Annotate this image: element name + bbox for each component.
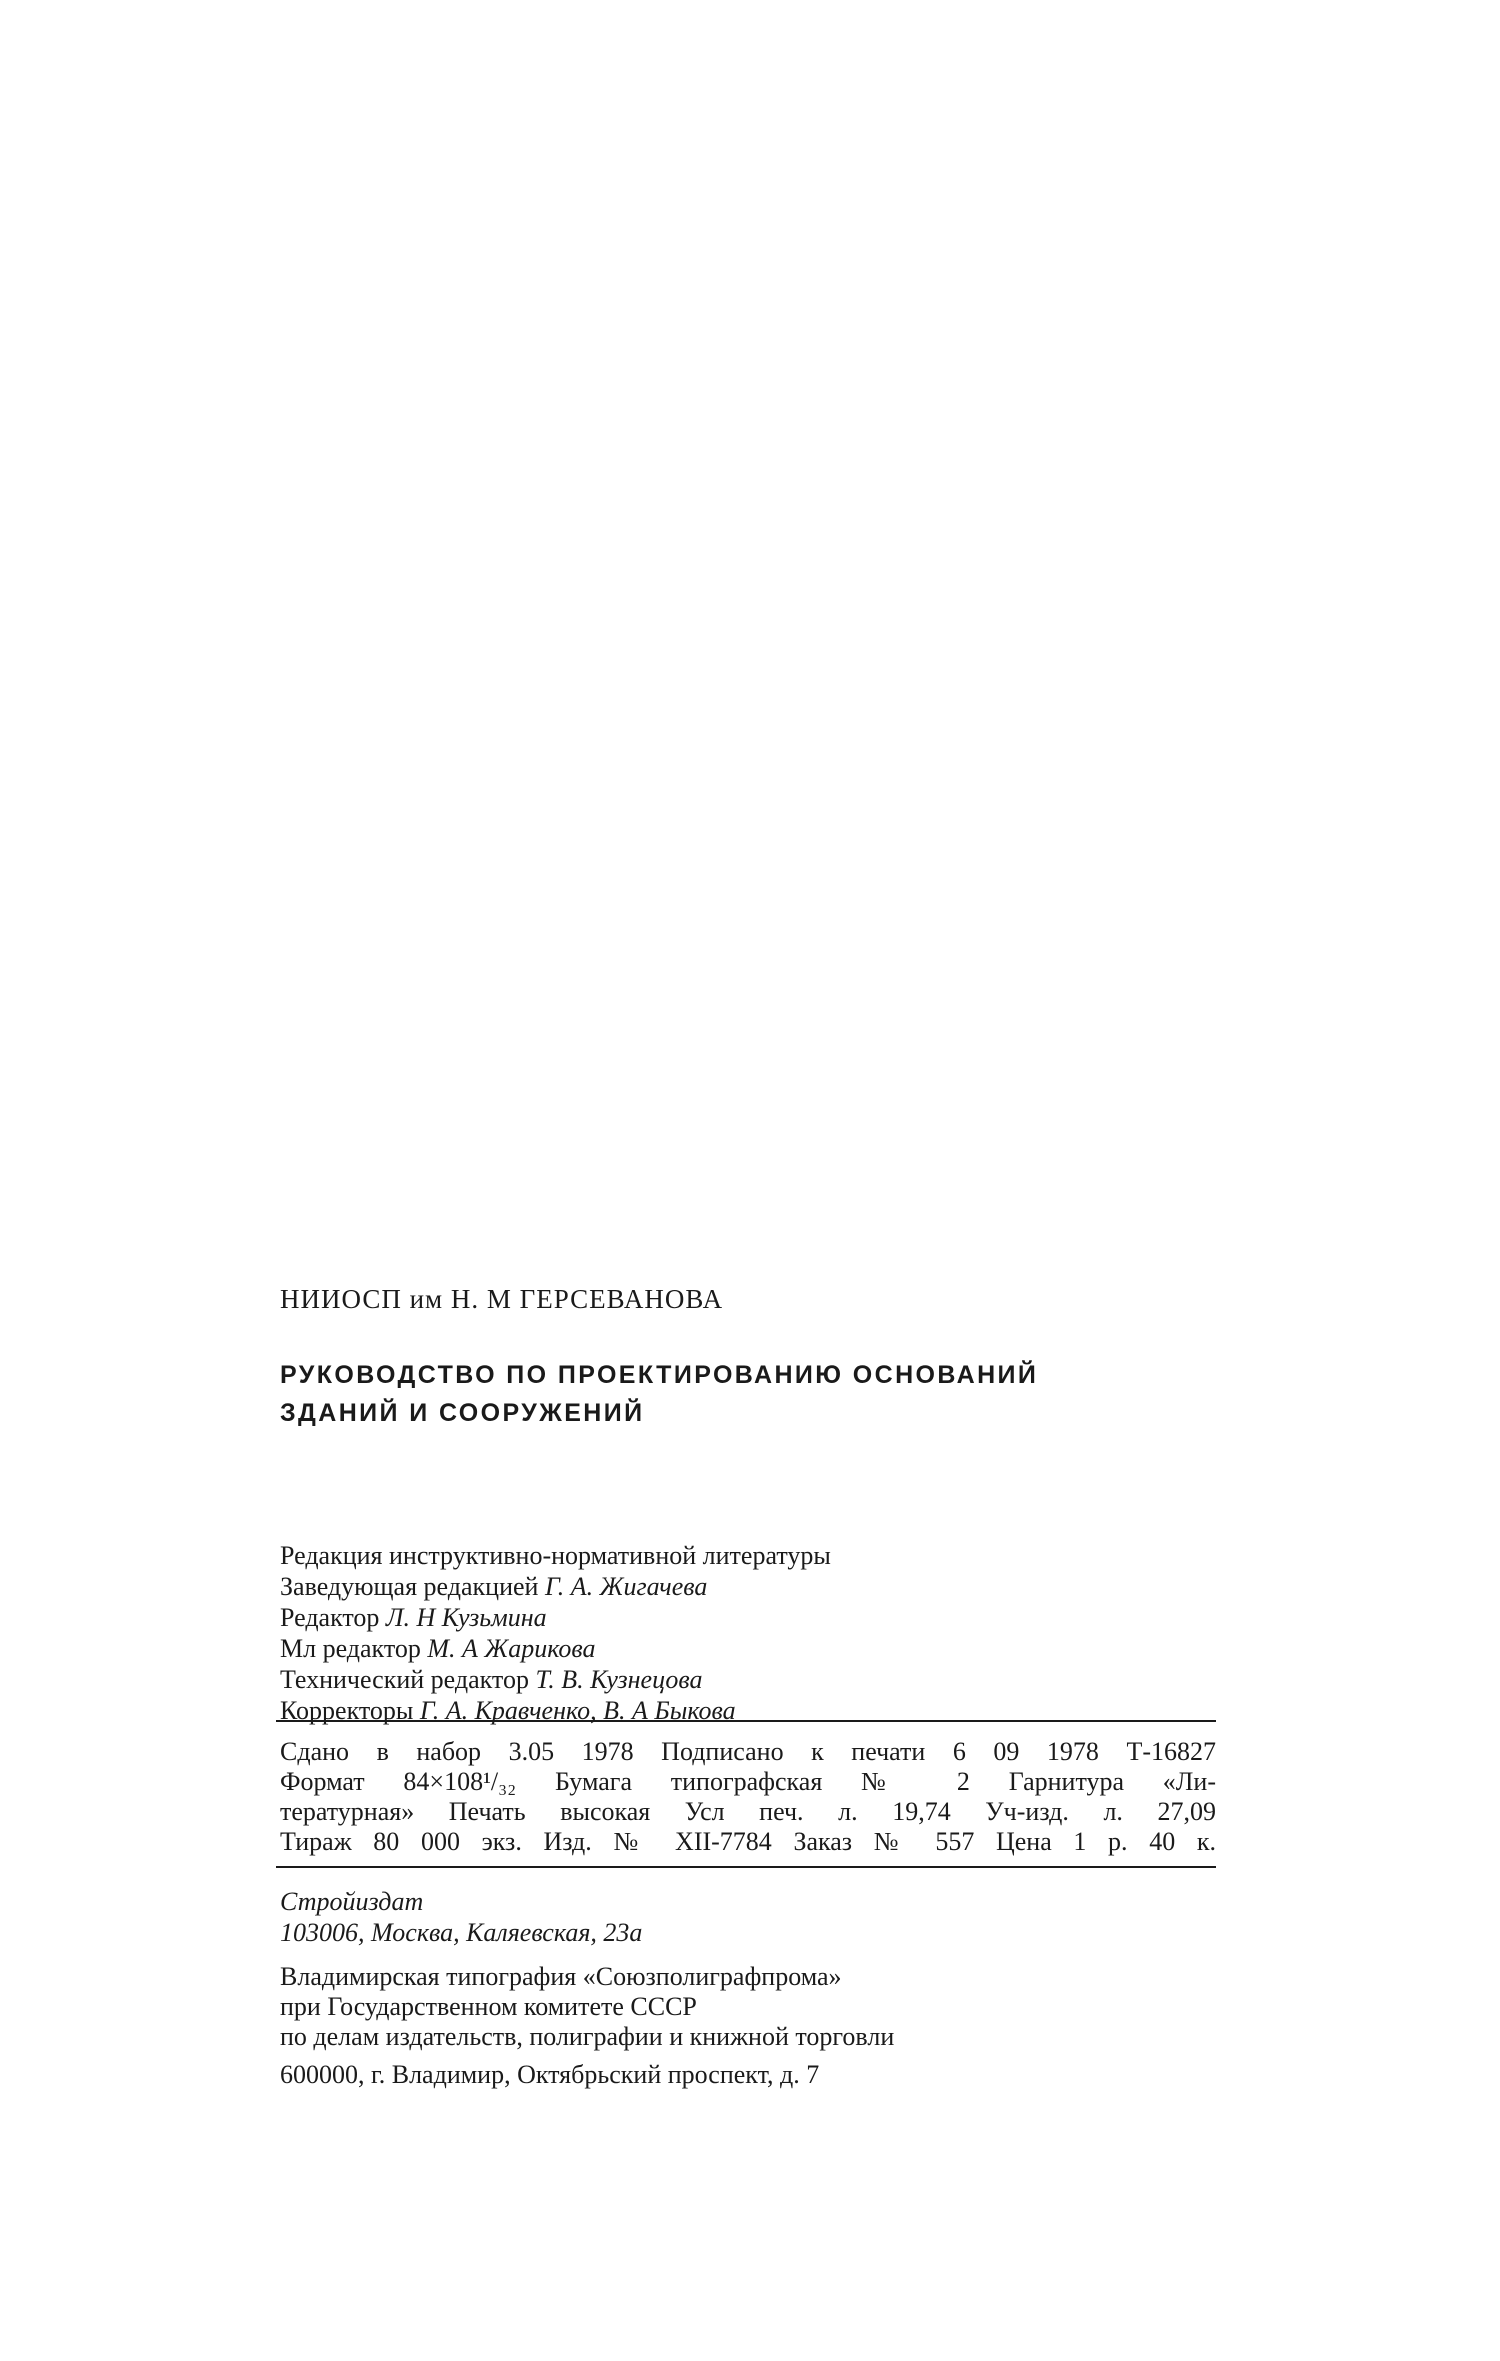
imprint-line: Тираж 80 000 экз. Изд. № XII-7784 Заказ № 557 Цена 1 р. 40 к.: [280, 1827, 1216, 1856]
publisher-block: [280, 1886, 642, 1948]
credit-line: [280, 1602, 831, 1633]
book-title-line-2: ЗДАНИЙ И СООРУЖЕНИЙ: [280, 1399, 645, 1427]
printer-block: [280, 1962, 894, 2090]
credit-line: [280, 1540, 831, 1571]
printer-line: при Государственном комитете СССР: [280, 1992, 697, 2021]
credit-line: [280, 1633, 831, 1664]
book-title-line-1: РУКОВОДСТВО ПО ПРОЕКТИРОВАНИЮ ОСНОВАНИЙ: [280, 1361, 1039, 1389]
credit-label: Редактор: [280, 1603, 386, 1632]
publisher-name: Стройиздат: [280, 1887, 424, 1916]
credit-label: Редакция инструктивно-нормативной литературы: [280, 1541, 831, 1570]
publisher-address: 103006, Москва, Каляевская, 23а: [280, 1918, 643, 1947]
imprint-line: Сдано в набор 3.05 1978 Подписано к печати 6 09 1978 Т-16827: [280, 1737, 1216, 1766]
divider-bottom: [276, 1866, 1216, 1868]
credit-label: Заведующая редакцией: [280, 1572, 545, 1601]
credit-name: Г. А. Жигачева: [544, 1572, 708, 1601]
credit-label: Технический редактор: [280, 1665, 536, 1694]
credit-name: М. А Жарикова: [427, 1634, 596, 1663]
divider-top: [276, 1720, 1216, 1722]
imprint-line: Формат 84×108¹/₃₂ Бумага типографская № 2 Гарнитура «Ли-: [280, 1767, 1216, 1796]
credit-name: Г. А. Кравченко, В. А Быкова: [419, 1696, 736, 1725]
imprint-line: тературная» Печать высокая Усл печ. л. 19,74 Уч-изд. л. 27,09: [280, 1797, 1216, 1826]
printer-line: по делам издательств, полиграфии и книжной торговли: [280, 2022, 895, 2051]
imprint-block: [280, 1737, 1216, 1857]
credit-label: Корректоры: [280, 1696, 420, 1725]
credit-label: Мл редактор: [280, 1634, 428, 1663]
printer-address: 600000, г. Владимир, Октябрьский проспект, д. 7: [280, 2060, 820, 2089]
editorial-credits: [280, 1540, 831, 1726]
credit-name: Л. Н Кузьмина: [385, 1603, 547, 1632]
author-organization: НИИОСП им Н. М ГЕРСЕВАНОВА: [280, 1284, 724, 1314]
credit-name: Т. В. Кузнецова: [535, 1665, 703, 1694]
credit-line: [280, 1571, 831, 1602]
credit-line: [280, 1664, 831, 1695]
printer-line: Владимирская типография «Союзполиграфпрома»: [280, 1962, 842, 1991]
